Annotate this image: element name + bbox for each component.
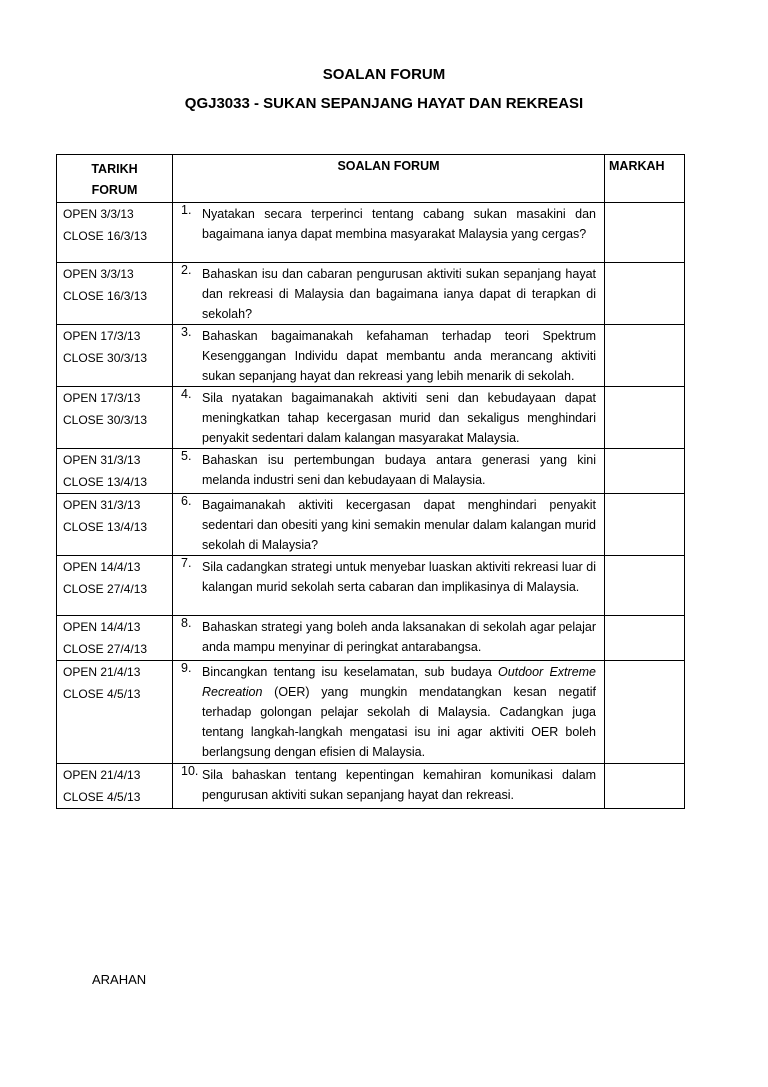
question-cell: [173, 449, 605, 494]
question-text-part: Bincangkan tentang isu keselamatan, sub budaya: [202, 665, 499, 679]
date-cell: [57, 387, 173, 449]
table-row: [57, 325, 685, 387]
open-date: OPEN 31/3/13: [63, 453, 141, 467]
markah-cell: [605, 661, 685, 764]
header-forum-label: FORUM: [91, 183, 138, 197]
question-number: 4.: [181, 387, 192, 401]
question-cell: [173, 494, 605, 556]
close-date: CLOSE 30/3/13: [63, 413, 148, 427]
markah-cell: [605, 203, 685, 263]
question-number: 3.: [181, 325, 192, 339]
markah-cell: [605, 764, 685, 809]
question-number: 6.: [181, 494, 192, 508]
question-number: 7.: [181, 556, 192, 570]
close-date: CLOSE 16/3/13: [63, 289, 148, 303]
close-date: CLOSE 16/3/13: [63, 229, 148, 243]
open-date: OPEN 14/4/13: [63, 560, 141, 574]
question-number: 2.: [181, 263, 192, 277]
open-date: OPEN 3/3/13: [63, 207, 134, 221]
question-cell: [173, 764, 605, 809]
question-text: Sila nyatakan bagaimanakah aktiviti seni dan kebudayaan dapat meningkatkan tahap kecergasan murid dan sekaligus menghindari penyakit sedentari dalam kalangan masyarakat Malaysia.: [202, 391, 596, 445]
header-tarikh-forum: [57, 155, 173, 203]
open-date: OPEN 17/3/13: [63, 329, 141, 343]
close-date: CLOSE 13/4/13: [63, 475, 148, 489]
question-text-italic: Outdoor Extreme Recreation: [202, 665, 597, 699]
date-cell: [57, 661, 173, 764]
date-cell: [57, 325, 173, 387]
question-text: Sila bahaskan tentang kepentingan kemahiran komunikasi dalam pengurusan aktiviti sukan sepanjang hayat dan rekreasi.: [202, 768, 596, 802]
arahan-heading: ARAHAN: [92, 972, 147, 987]
question-cell: [173, 556, 605, 616]
close-date: CLOSE 27/4/13: [63, 642, 148, 656]
question-cell: [173, 203, 605, 263]
table-row: [57, 203, 685, 263]
header-markah: MARKAH: [605, 155, 685, 203]
open-date: OPEN 3/3/13: [63, 267, 134, 281]
date-cell: [57, 203, 173, 263]
close-date: CLOSE 4/5/13: [63, 687, 141, 701]
question-number: 9.: [181, 661, 192, 675]
close-date: CLOSE 30/3/13: [63, 351, 148, 365]
table-row: [57, 387, 685, 449]
markah-cell: [605, 263, 685, 325]
open-date: OPEN 21/4/13: [63, 665, 141, 679]
question-cell: [173, 387, 605, 449]
markah-cell: [605, 449, 685, 494]
question-text: [202, 662, 596, 762]
close-date: CLOSE 27/4/13: [63, 582, 148, 596]
table-row: [57, 449, 685, 494]
open-date: OPEN 14/4/13: [63, 620, 141, 634]
markah-cell: [605, 616, 685, 661]
forum-table: [56, 154, 685, 809]
question-cell: [173, 661, 605, 764]
table-row: [57, 556, 685, 616]
question-text: Sila cadangkan strategi untuk menyebar luaskan aktiviti rekreasi luar di kalangan murid sekolah serta cabaran dan implikasinya di Malaysia.: [202, 560, 596, 594]
document-title: SOALAN FORUM: [322, 66, 446, 83]
header-soalan-forum: SOALAN FORUM: [173, 155, 605, 203]
date-cell: [57, 616, 173, 661]
question-cell: [173, 616, 605, 661]
question-number: 10.: [181, 764, 199, 778]
question-cell: [173, 325, 605, 387]
table-row: [57, 616, 685, 661]
date-cell: [57, 556, 173, 616]
question-cell: [173, 263, 605, 325]
markah-cell: [605, 387, 685, 449]
question-text: Nyatakan secara terperinci tentang cabang sukan masakini dan bagaimana ianya dapat membina masyarakat Malaysia yang cergas?: [202, 207, 596, 241]
question-text: Bahaskan strategi yang boleh anda laksanakan di sekolah agar pelajar anda mampu menyinar di peringkat antarabangsa.: [202, 620, 596, 654]
question-number: 1.: [181, 203, 192, 217]
date-cell: [57, 263, 173, 325]
table-row: [57, 661, 685, 764]
close-date: CLOSE 13/4/13: [63, 520, 148, 534]
markah-cell: [605, 556, 685, 616]
close-date: CLOSE 4/5/13: [63, 790, 141, 804]
table-header-row: [57, 155, 685, 203]
date-cell: [57, 494, 173, 556]
open-date: OPEN 31/3/13: [63, 498, 141, 512]
question-text: Bagaimanakah aktiviti kecergasan dapat menghindari penyakit sedentari dan obesiti yang kini semakin menular dalam kalangan murid sekolah di Malaysia?: [202, 498, 596, 552]
open-date: OPEN 17/3/13: [63, 391, 141, 405]
open-date: OPEN 21/4/13: [63, 768, 141, 782]
table-row: [57, 494, 685, 556]
date-cell: [57, 764, 173, 809]
question-text-part: (OER) yang mungkin mendatangkan kesan negatif terhadap golongan pelajar sekolah di Malaysia. Cadangkan juga tentang langkah-langkah mengatasi isu ini agar aktiviti OER boleh berlangsung dengan efisien di Malaysia.: [202, 685, 596, 759]
date-cell: [57, 449, 173, 494]
question-number: 5.: [181, 449, 192, 463]
document-subtitle: QGJ3033 - SUKAN SEPANJANG HAYAT DAN REKREASI: [184, 95, 584, 112]
table-row: [57, 764, 685, 809]
table-row: [57, 263, 685, 325]
question-text: Bahaskan bagaimanakah kefahaman terhadap teori Spektrum Kesenggangan Individu dapat membantu anda merancang aktiviti sukan sepanjang hayat dan rekreasi yang lebih menarik di sekolah.: [202, 329, 596, 383]
header-tarikh-label: TARIKH: [91, 162, 138, 176]
markah-cell: [605, 494, 685, 556]
question-number: 8.: [181, 616, 192, 630]
markah-cell: [605, 325, 685, 387]
question-text: Bahaskan isu dan cabaran pengurusan aktiviti sukan sepanjang hayat dan rekreasi di Malaysia dan bagaimana ianya dapat di terapkan di sekolah?: [202, 267, 596, 321]
question-text: Bahaskan isu pertembungan budaya antara generasi yang kini melanda industri seni dan kebudayaan di Malaysia.: [202, 453, 596, 487]
